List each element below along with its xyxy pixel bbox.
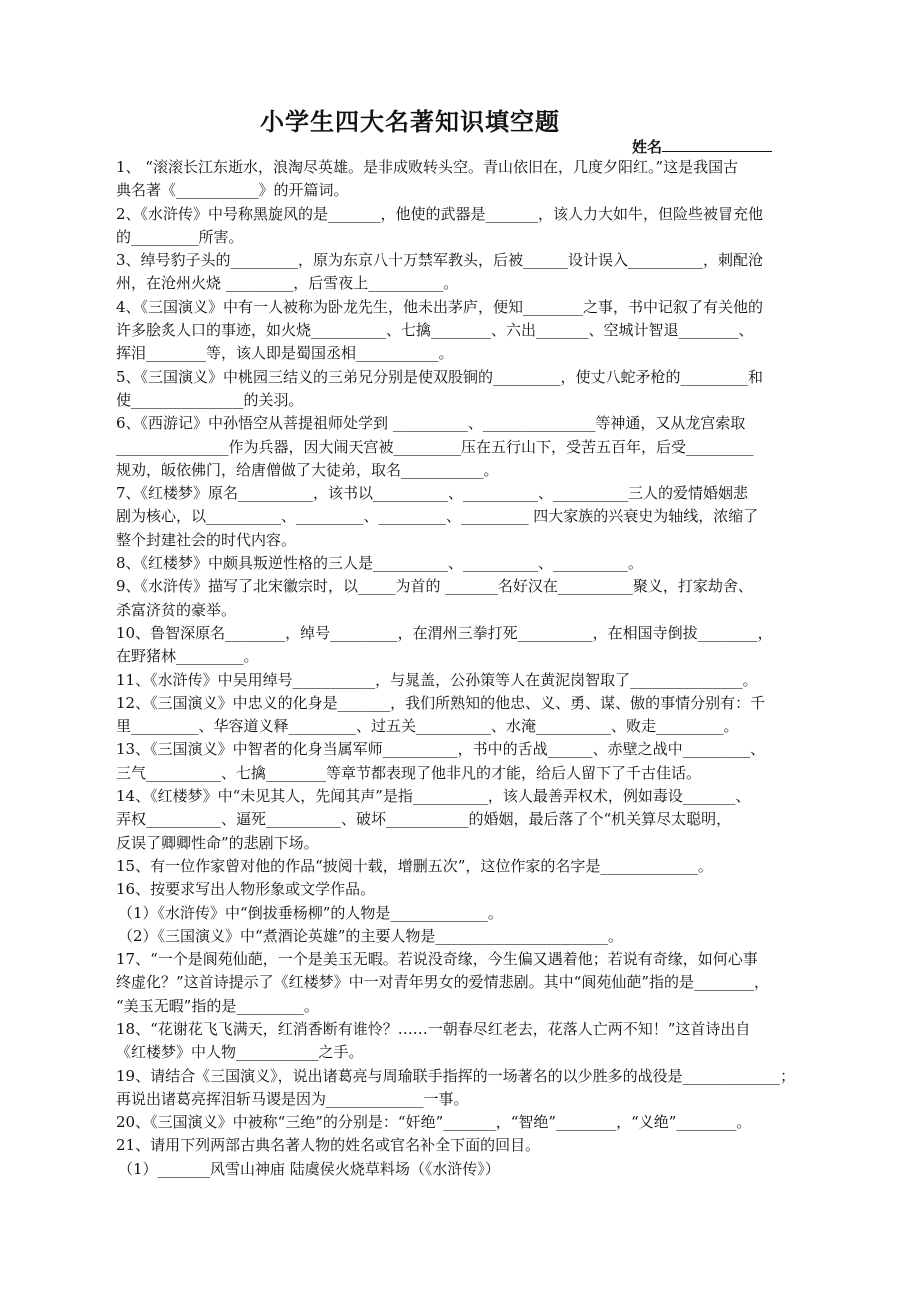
text-line: 典名著《___________》的开篇词。	[116, 181, 349, 200]
text-line: 许多脍炙人口的事迹，如火烧__________、七擒________、六出_______、空城计智退________、	[116, 321, 754, 340]
text-line: 《红楼梦》中人物___________之手。	[116, 1043, 364, 1062]
text-line: 州，在沧州火烧 _________，后雪夜上__________。	[116, 274, 459, 293]
text-line: 剧为核心，以__________、_________、_________、_________ 四大家族的兴衰史为轴线，浓缩了	[116, 507, 759, 526]
text-line: 2、《水浒传》中号称黑旋风的是_______，他使的武器是_______，该人力大如牛，但险些被冒充他	[116, 204, 764, 223]
text-line: 11、《水浒传》中吴用绰号___________，与晁盖，公孙策等人在黄泥岗智取了_______________。	[116, 670, 758, 689]
page-title: 小学生四大名著知识填空题	[260, 107, 560, 136]
text-line: “美玉无暇”指的是_________。	[116, 996, 319, 1015]
text-line: 4、《三国演义》中有一人被称为卧龙先生，他未出茅庐，便知________之事，书中记叙了有关他的	[116, 297, 764, 316]
text-line: 14、《红楼梦》中“未见其人，先闻其声”是指__________，该人最善弄权术，例如毒设_______、	[116, 787, 751, 806]
name-field	[632, 136, 772, 157]
text-line: 6、《西游记》中孙悟空从菩提祖师处学到 __________、_______________等神通，又从龙宫索取	[116, 414, 746, 433]
text-line: 再说出诸葛亮挥泪斩马谡是因为_____________一事。	[116, 1089, 469, 1108]
text-line: 1、 “滚滚长江东逝水，浪淘尽英雄。是非成败转头空。青山依旧在，几度夕阳红。”这是我国古	[116, 158, 739, 176]
text-line: （2）《三国演义》中“煮酒论英雄”的主要人物是_______________________。	[118, 926, 623, 945]
question-list	[116, 156, 816, 1181]
text-line: 10、鲁智深原名________，绰号_________，在渭州三拳打死__________，在相国寺倒拔________，	[116, 623, 773, 642]
text-line: 在野猪林_________。	[116, 647, 259, 666]
text-line: 规劝，皈依佛门，给唐僧做了大徒弟，取名___________。	[116, 460, 499, 479]
text-line: 15、有一位作家曾对他的作品“披阅十载，增删五次”，这位作家的名字是_____________。	[116, 856, 713, 875]
text-line: 终虚化？”这首诗提示了《红楼梦》中一对青年男女的爱情悲剧。其中“阆苑仙葩”指的是________，	[116, 973, 770, 992]
text-line: 杀富济贫的豪举。	[116, 600, 237, 619]
name-blank[interactable]	[662, 137, 772, 152]
text-line: 弄权__________、逼死__________、破坏___________的婚姻，最后落了个“机关算尽太聪明，	[116, 810, 732, 829]
text-line: 16、按要求写出人物形象或文学作品。	[116, 880, 376, 899]
text-line: 13、《三国演义》中智者的化身当属军师__________，书中的舌战______、赤壁之战中_________、	[116, 740, 766, 759]
text-line: 17、“一个是阆苑仙葩，一个是美玉无暇。若说没奇缘，今生偏又遇着他；若说有奇缘，如何心事	[116, 950, 758, 969]
text-line: 反误了卿卿性命”的悲剧下场。	[116, 833, 319, 852]
text-line: 里_________、华容道义释_________、过五关__________、水淹__________、败走_________。	[116, 717, 739, 736]
text-line: 3、绰号豹子头的_________，原为东京八十万禁军教头，后被______设计误入__________，刺配沧	[116, 251, 764, 270]
text-line: 19、请结合《三国演义》，说出诸葛亮与周瑜联手指挥的一场著名的以少胜多的战役是_____________；	[116, 1066, 796, 1085]
text-line: 三气__________、七擒________等章节都表现了他非凡的才能，给后人留下了千古佳话。	[116, 763, 702, 782]
text-line: 21、请用下列两部古典名著人物的姓名或官名补全下面的回目。	[116, 1136, 541, 1155]
text-line: 9、《水浒传》描写了北宋徽宗时，以_____为首的 _______名好汉在__________聚义，打家劫舍、	[116, 577, 753, 596]
text-line: （1）《水浒传》中“倒拔垂杨柳”的人物是_____________。	[118, 903, 503, 922]
text-line: 的_________所害。	[116, 227, 244, 246]
text-line: 20、《三国演义》中被称“三绝”的分别是：“奸绝”_______，“智绝”________，“义绝”________。	[116, 1113, 752, 1132]
name-label: 姓名	[632, 138, 663, 156]
text-line: 8、《红楼梦》中颇具叛逆性格的三人是__________、__________、__________。	[116, 554, 644, 573]
text-line: 12、《三国演义》中忠义的化身是_______，我们所熟知的他忠、义、勇、谋、傲的事情分别有：千	[116, 693, 766, 712]
text-line: 5、《三国演义》中桃园三结义的三弟兄分别是使双股锏的_________，使丈八蛇矛枪的_________和	[116, 367, 764, 386]
text-line: 使_______________的关羽。	[116, 390, 304, 409]
text-line: 整个封建社会的时代内容。	[116, 530, 297, 549]
text-line: 挥泪________等，该人即是蜀国丞相___________。	[116, 344, 454, 363]
text-line: （1）_______风雪山神庙 陆虞侯火烧草料场（《水浒传》）	[118, 1159, 500, 1178]
text-line: 7、《红楼梦》原名__________，该书以__________、__________、__________三人的爱情婚姻悲	[116, 484, 749, 503]
text-line: _______________作为兵器，因大闹天宫被_________压在五行山下，受苦五百年，后受_________	[116, 437, 754, 456]
text-line: 18、“花谢花飞飞满天，红消香断有谁怜？……一朝春尽红老去，花落人亡两不知！”这首诗出自	[116, 1019, 751, 1038]
